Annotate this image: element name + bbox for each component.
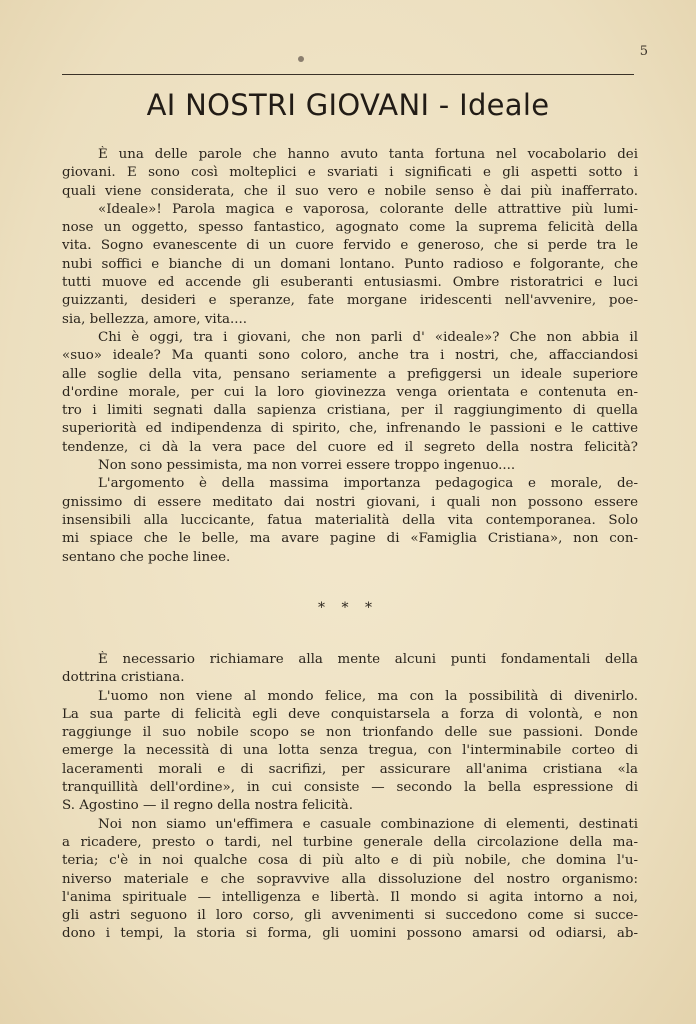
header-rule [62, 74, 634, 75]
article-title: AI NOSTRI GIOVANI - Ideale [146, 88, 550, 122]
page-number: 5 [639, 44, 648, 59]
text-line: dono i tempi, la storia si forma, gli uomini possono amarsi od odiarsi, ab- [62, 926, 638, 942]
text-line: raggiunge il suo nobile scopo se non trionfando delle sue passioni. Donde [62, 725, 638, 741]
text-line: S. Agostino — il regno della nostra felicità. [62, 798, 354, 814]
section-separator: * * * [318, 600, 378, 616]
text-line: tro i limiti segnati dalla sapienza cristiana, per il raggiungimento di quella [62, 403, 638, 419]
text-line: «Ideale»! Parola magica e vaporosa, colorante delle attrattive più lumi- [98, 201, 638, 217]
text-line: La sua parte di felicità egli deve conquistarsela a forza di volontà, e non [62, 706, 638, 722]
text-line: L'uomo non viene al mondo felice, ma con la possibilità di divenirlo. [98, 688, 638, 704]
text-line: «suo» ideale? Ma quanti sono coloro, anche tra i nostri, che, affacciandosi [62, 348, 638, 364]
text-line: niverso materiale e che sopravvive alla dissoluzione del nostro organismo: [62, 871, 638, 887]
text-line: gli astri seguono il loro corso, gli avvenimenti si succedono come si succe- [62, 908, 638, 924]
text-line: nubi soffici e bianche di un domani lontano. Punto radioso e folgorante, che [62, 256, 638, 272]
ink-dot [298, 56, 304, 62]
text-line: sentano che poche linee. [62, 549, 231, 565]
text-line: alle soglie della vita, pensano seriamente a prefiggersi un ideale superiore [62, 366, 638, 382]
text-line: quali viene considerata, che il suo vero e nobile senso è dai più inafferrato. [62, 183, 638, 199]
text-line: giovani. E sono così molteplici e svariati i significati e gli aspetti sotto i [62, 165, 638, 181]
text-line: nose un oggetto, spesso fantastico, agognato come la suprema felicità della [62, 220, 638, 236]
text-line: emerge la necessità di una lotta senza tregua, con l'interminabile corteo di [62, 743, 638, 759]
text-line: È una delle parole che hanno avuto tanta fortuna nel vocabolario dei [98, 147, 638, 162]
text-line: superiorità ed indipendenza di spirito, che, infrenando le passioni e le cattive [62, 421, 638, 437]
text-line: tranquillità dell'ordine», in cui consiste — secondo la bella espressione di [62, 780, 638, 796]
text-line: teria; c'è in noi qualche cosa di più alto e di più nobile, che domina l'u- [62, 853, 638, 869]
text-line: gnissimo di essere meditato dai nostri giovani, i quali non possono essere [62, 494, 638, 510]
text-line: mi spiace che le belle, ma avare pagine di «Famiglia Cristiana», non con- [62, 531, 638, 547]
text-line: Chi è oggi, tra i giovani, che non parli d' «ideale»? Che non abbia il [98, 329, 638, 345]
text-line: Non sono pessimista, ma non vorrei essere troppo ingenuo.... [98, 458, 516, 474]
text-line: l'anima spirituale — intelligenza e libertà. Il mondo si agita intorno a noi, [62, 889, 638, 905]
text-line: È necessario richiamare alla mente alcuni punti fondamentali della [98, 652, 638, 667]
text-line: laceramenti morali e di sacrifizi, per assicurare all'anima cristiana «la [62, 761, 638, 777]
article-body-section-1 [62, 146, 638, 567]
text-line: L'argomento è della massima importanza pedagogica e morale, de- [98, 476, 638, 492]
text-line: d'ordine morale, per cui la loro giovinezza venga orientata e contenuta en- [62, 384, 638, 400]
text-line: dottrina cristiana. [62, 670, 185, 686]
text-line: a ricadere, presto o tardi, nel turbine generale della circolazione della ma- [62, 834, 638, 850]
text-line: vita. Sogno evanescente di un cuore fervido e generoso, che si perde tra le [62, 238, 638, 254]
text-line: guizzanti, desideri e speranze, fate morgane iridescenti nell'avvenire, poe- [62, 293, 638, 309]
text-line: tutti muove ed accende gli esuberanti entusiasmi. Ombre ristoratrici e luci [62, 275, 638, 291]
article-body-section-2 [62, 651, 638, 944]
text-line: tendenze, ci dà la vera pace del cuore ed il segreto della nostra felicità? [62, 439, 638, 455]
text-line: Noi non siamo un'effimera e casuale combinazione di elementi, destinati [98, 816, 638, 832]
text-line: insensibili alla luccicante, fatua materialità della vita contemporanea. Solo [62, 512, 638, 528]
text-line: sia, bellezza, amore, vita.... [62, 311, 248, 327]
